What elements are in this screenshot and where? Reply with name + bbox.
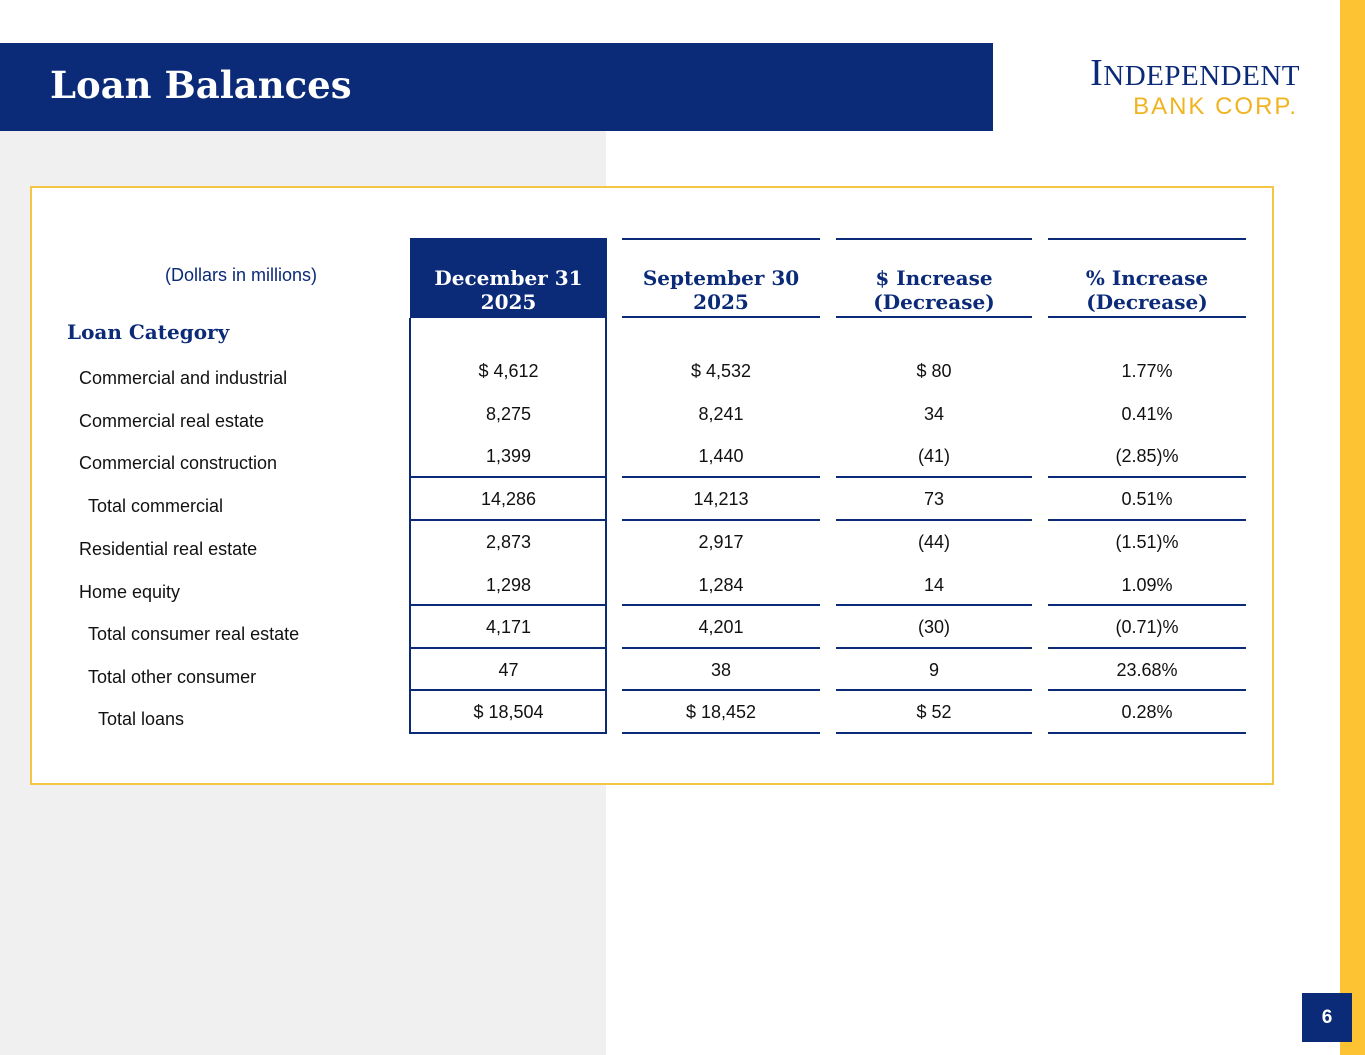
table-cell: 1,284 [698, 575, 744, 595]
row-label-commercial-industrial: Commercial and industrial [79, 368, 288, 388]
table-rule [1048, 732, 1246, 734]
table-cell: 14 [923, 575, 945, 595]
table-cell: $ 52 [916, 702, 952, 722]
logo-wordmark-independent: INDEPENDENT [1090, 52, 1300, 94]
row-label-commercial-construction: Commercial construction [79, 453, 278, 473]
table-rule [622, 732, 820, 734]
table-rule [836, 647, 1032, 649]
table-cell: 0.41% [1121, 404, 1173, 424]
table-cell: 0.28% [1121, 702, 1173, 722]
table-rule [410, 732, 607, 734]
table-rule [836, 604, 1032, 606]
units-note: (Dollars in millions) [164, 265, 317, 285]
table-rule [836, 476, 1032, 478]
table-cell: 47 [498, 660, 519, 680]
table-cell: 1,399 [485, 446, 532, 466]
table-cell: 14,286 [480, 489, 537, 509]
table-cell: (30) [917, 617, 950, 637]
column-header-percent-change: % Increase (Decrease) [1048, 238, 1246, 318]
row-label-residential-real-estate: Residential real estate [79, 539, 258, 559]
table-rule [1048, 476, 1246, 478]
logo-wordmark-bank-corp: BANK CORP. [1133, 93, 1298, 120]
column-header-dec-2025: December 31 2025 [410, 238, 607, 318]
right-accent-stripe [1340, 0, 1365, 1055]
table-rule [410, 604, 607, 606]
table-cell: 8,241 [698, 404, 744, 424]
row-label-commercial-real-estate: Commercial real estate [79, 411, 265, 431]
table-rule [622, 604, 820, 606]
table-cell: 1,440 [698, 446, 744, 466]
page-number-badge: 6 [1302, 993, 1352, 1042]
column-header-sep-2025: September 30 2025 [622, 238, 820, 318]
table-cell: 34 [923, 404, 945, 424]
row-label-total-other-consumer: Total other consumer [88, 667, 257, 687]
row-label-total-loans: Total loans [98, 709, 185, 729]
table-rule [410, 647, 607, 649]
table-rule [622, 519, 820, 521]
table-cell: 8,275 [485, 404, 532, 424]
table-cell: 9 [928, 660, 939, 680]
table-cell: 14,213 [693, 489, 749, 509]
table-rule [836, 732, 1032, 734]
row-label-total-consumer-real-estate: Total consumer real estate [88, 624, 300, 644]
slide-title: Loan Balances [50, 63, 352, 107]
table-rule [836, 689, 1032, 691]
table-rule [1048, 689, 1246, 691]
table-cell: 73 [923, 489, 945, 509]
table-cell: 23.68% [1116, 660, 1178, 680]
table-cell: (2.85)% [1115, 446, 1179, 466]
table-cell: 38 [710, 660, 732, 680]
table-cell: (1.51)% [1115, 532, 1179, 552]
table-rule [622, 689, 820, 691]
table-cell: 4,201 [698, 617, 744, 637]
table-cell: $ 80 [916, 361, 952, 381]
table-cell: $ 4,532 [690, 361, 752, 381]
table-rule [410, 476, 607, 478]
table-cell: 2,873 [485, 532, 532, 552]
column-header-dollar-change: $ Increase (Decrease) [836, 238, 1032, 318]
table-cell: 4,171 [485, 617, 532, 637]
table-cell: 1.09% [1121, 575, 1173, 595]
table-cell: $ 18,452 [685, 702, 757, 722]
table-rule [622, 476, 820, 478]
table-cell: (44) [917, 532, 950, 552]
row-label-total-commercial: Total commercial [88, 496, 224, 516]
row-label-home-equity: Home equity [79, 582, 181, 602]
table-rule [622, 647, 820, 649]
table-cell: 0.51% [1121, 489, 1173, 509]
table-cell: $ 18,504 [473, 702, 544, 722]
table-rule [1048, 647, 1246, 649]
table-cell: 1,298 [485, 575, 532, 595]
table-cell: (0.71)% [1115, 617, 1179, 637]
table-rule [410, 689, 607, 691]
loan-category-heading: Loan Category [67, 320, 230, 344]
table-cell: (41) [917, 446, 950, 466]
table-cell: 1.77% [1121, 361, 1173, 381]
table-rule [410, 519, 607, 521]
table-rule [1048, 604, 1246, 606]
table-rule [836, 519, 1032, 521]
table-cell: 2,917 [698, 532, 744, 552]
table-rule [1048, 519, 1246, 521]
table-cell: $ 4,612 [478, 361, 539, 381]
